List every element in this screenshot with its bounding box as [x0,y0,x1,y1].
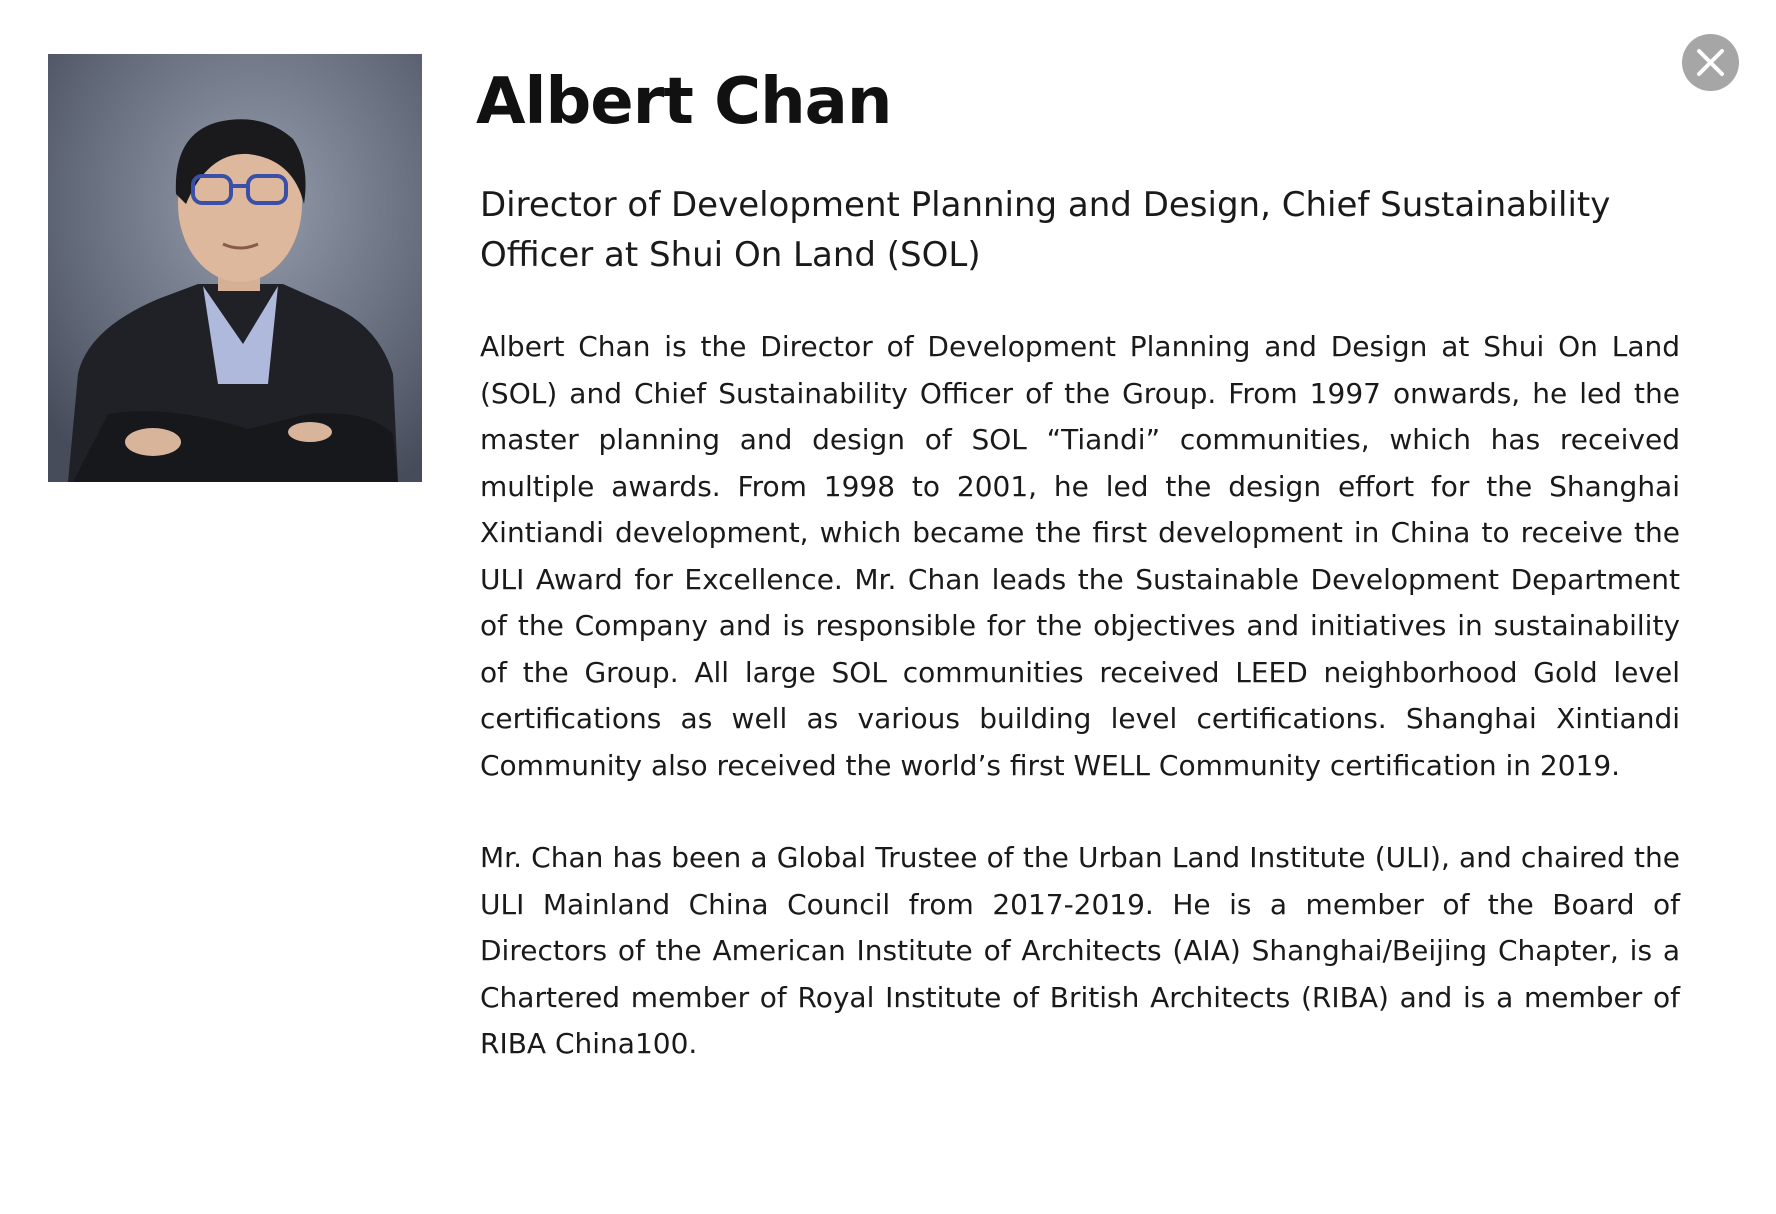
profile-photo [48,54,422,482]
portrait-photo [48,54,422,482]
bio-paragraph-1: Albert Chan is the Director of Development Planning and Design at Shui On Land (SOL) and Chief Sustainability Officer of the Group. From 1997 onwards, he led the master planning and design of SOL “Tiandi” communities, which has received multiple awards. From 1998 to 2001, he led the design effort for the Shanghai Xintiandi development, which became the first development in China to receive the ULI Award for Excellence. Mr. Chan leads the Sustainable Development Department of the Company and is responsible for the objectives and initiatives in sustainability of the Group. All large SOL communities received LEED neighborhood Gold level certifications as well as various building level certifications. Shanghai Xintiandi Community also received the world’s first WELL Community certification in 2019. [480,330,1680,782]
close-icon [1682,34,1739,91]
close-button[interactable] [1682,34,1739,91]
profile-role: Director of Development Planning and Design, Chief Sustainability Officer at Shui On Land (SOL) [480,185,1611,275]
profile-name: Albert Chan [476,65,892,139]
bio-paragraph-2: Mr. Chan has been a Global Trustee of the Urban Land Institute (ULI), and chaired the ULI Mainland China Council from 2017-2019. He is a member of the Board of Directors of the American Institute of Architects (AIA) Shanghai/Beijing Chapter, is a Chartered member of Royal Institute of British Architects (RIBA) and is a member of RIBA China100. [480,841,1680,1060]
profile-details [476,60,1680,1068]
